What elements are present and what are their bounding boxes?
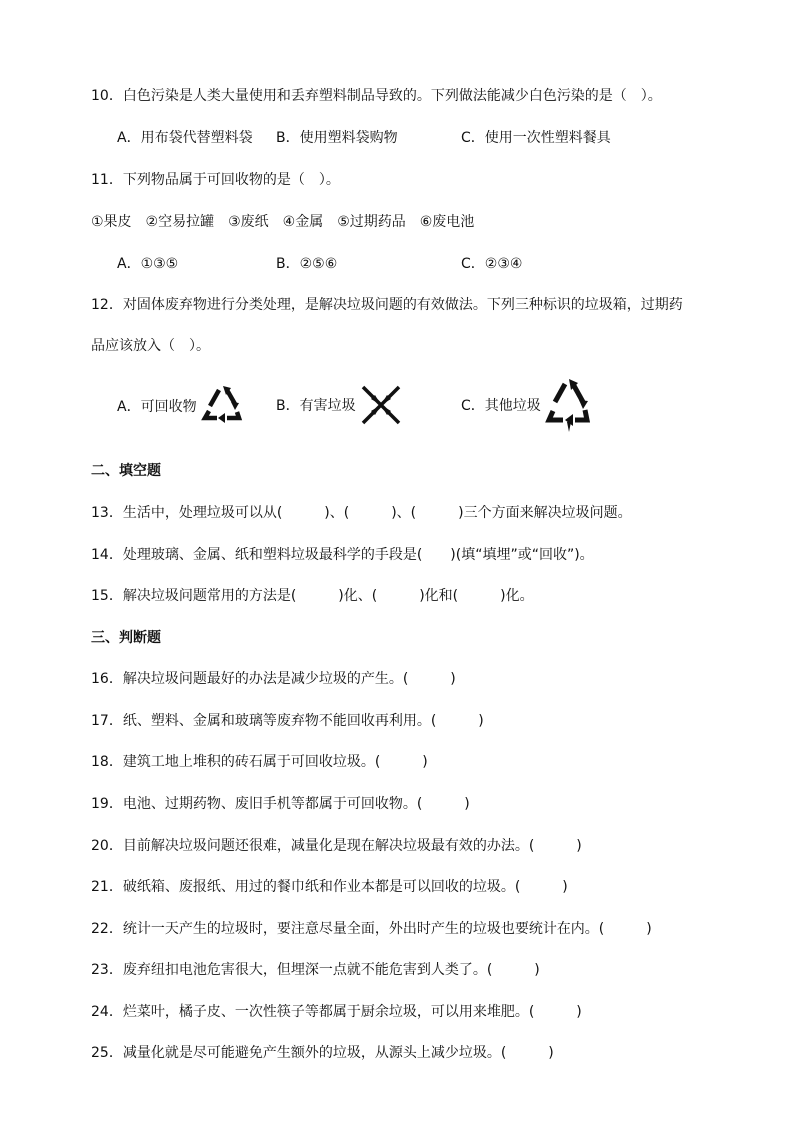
question-22: 22．统计一天产生的垃圾时，要注意尽量全面，外出时产生的垃圾也要统计在内。( ) [91,921,652,937]
section-judge-title: 三、判断题 [91,630,161,646]
q12-option-c[interactable] [461,376,597,434]
q12-option-c-label: C．其他垃圾 [461,398,541,414]
q11-option-c[interactable]: C．②③④ [461,256,523,272]
question-16: 16．解决垃圾问题最好的办法是减少垃圾的产生。( ) [91,671,456,687]
q10-option-a[interactable]: A．用布袋代替塑料袋 [117,130,253,146]
other-waste-icon [541,376,597,434]
q12-option-a[interactable] [117,380,249,432]
question-13: 13．生活中，处理垃圾可以从( )、( )、( )三个方面来解决垃圾问题。 [91,505,632,521]
question-14: 14．处理玻璃、金属、纸和塑料垃圾最科学的手段是( )(填“填埋”或“回收”)。 [91,547,594,563]
q10-option-c[interactable]: C．使用一次性塑料餐具 [461,130,611,146]
q12-option-b-label: B．有害垃圾 [276,398,356,414]
question-10: 10．白色污染是人类大量使用和丢弃塑料制品导致的。下列做法能减少白色污染的是（ ）。 [91,88,662,104]
question-20: 20．目前解决垃圾问题还很难，减量化是现在解决垃圾最有效的办法。( ) [91,838,582,854]
q12-option-a-label: A．可回收物 [117,399,197,415]
question-12-line1: 12．对固体废弃物进行分类处理，是解决垃圾问题的有效做法。下列三种标识的垃圾箱，过期药 [91,297,683,313]
question-19: 19．电池、过期药物、废旧手机等都属于可回收物。( ) [91,796,470,812]
question-21: 21．破纸箱、废报纸、用过的餐巾纸和作业本都是可以回收的垃圾。( ) [91,879,568,895]
question-25: 25．减量化就是尽可能避免产生额外的垃圾，从源头上减少垃圾。( ) [91,1045,554,1061]
q12-option-b[interactable] [276,380,406,430]
question-17: 17．纸、塑料、金属和玻璃等废弃物不能回收再利用。( ) [91,713,484,729]
q11-item-list: ①果皮 ②空易拉罐 ③废纸 ④金属 ⑤过期药品 ⑥废电池 [91,214,475,230]
section-fill-in-title: 二、填空题 [91,463,161,479]
question-24: 24．烂菜叶，橘子皮、一次性筷子等都属于厨余垃圾，可以用来堆肥。( ) [91,1004,582,1020]
question-11: 11．下列物品属于可回收物的是（ ）。 [91,172,340,188]
question-12-line2: 品应该放入（ ）。 [91,338,210,354]
recycle-icon [197,380,249,432]
q11-option-b[interactable]: B．②⑤⑥ [276,256,338,272]
q11-option-a[interactable]: A．①③⑤ [117,256,179,272]
question-18: 18．建筑工地上堆积的砖石属于可回收垃圾。( ) [91,754,428,770]
q10-option-b[interactable]: B．使用塑料袋购物 [276,130,398,146]
question-23: 23．废弃纽扣电池危害很大，但埋深一点就不能危害到人类了。( ) [91,962,540,978]
question-15: 15．解决垃圾问题常用的方法是( )化、( )化和( )化。 [91,588,534,604]
hazard-cross-icon [356,380,406,430]
